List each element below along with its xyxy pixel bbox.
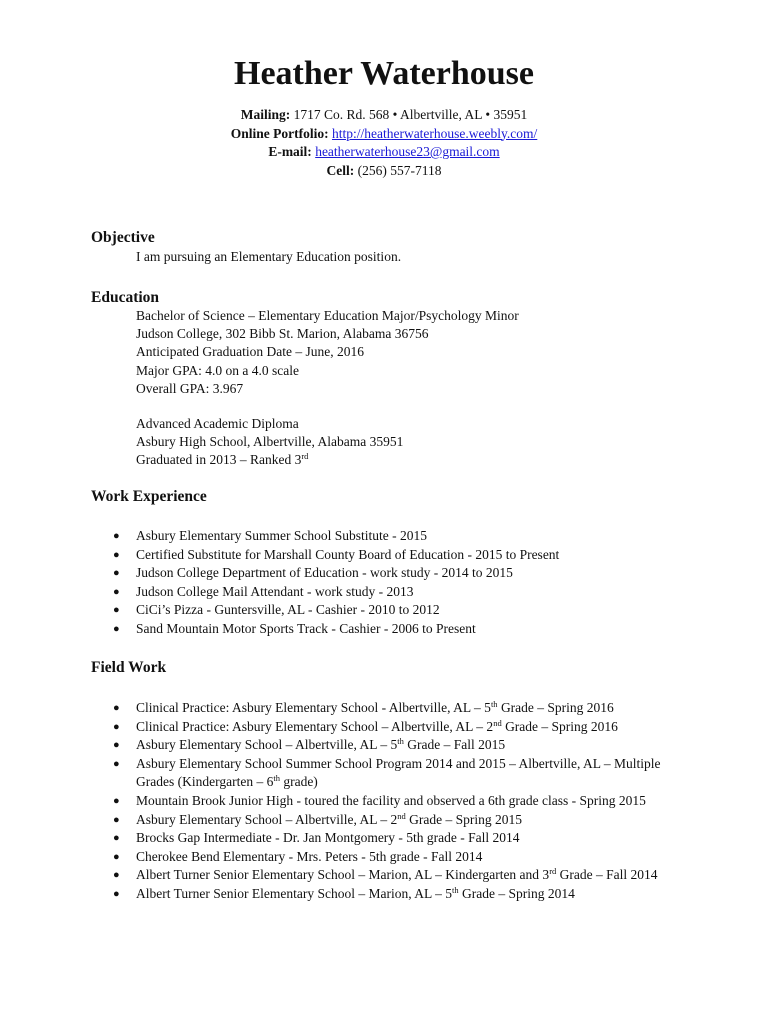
field-work-item: [0, 792, 676, 811]
mailing-line: [0, 106, 768, 125]
rank-text: Graduated in 2013 – Ranked 3: [136, 452, 302, 468]
bullet-icon: ●: [113, 887, 120, 900]
work-experience-item: [0, 564, 676, 583]
field-work-text-end: Grade – Fall 2015: [403, 737, 506, 753]
education-line: Anticipated Graduation Date – June, 2016: [136, 344, 364, 360]
work-experience-item: [0, 601, 676, 620]
field-work-text: Mountain Brook Junior High - toured the facility and observed a 6th grade class - Spring 2015: [136, 792, 646, 808]
field-work-text: Albert Turner Senior Elementary School – Marion, AL – 5: [136, 885, 452, 901]
education-block: [136, 307, 519, 470]
field-work-item: [0, 699, 676, 718]
mailing-label: Mailing:: [240, 107, 291, 122]
field-work-heading: Field Work: [91, 659, 167, 676]
cell-label: Cell:: [326, 162, 355, 178]
work-experience-text: Certified Substitute for Marshall County Board of Education - 2015 to Present: [136, 546, 560, 562]
ordinal-suffix: th: [451, 884, 459, 895]
bullet-icon: ●: [113, 585, 120, 598]
work-experience-text: Asbury Elementary Summer School Substitute - 2015: [136, 528, 427, 543]
objective-text-block: [136, 248, 401, 266]
contact-block: [0, 106, 768, 180]
portfolio-line: [0, 125, 768, 144]
bullet-icon: ●: [113, 794, 120, 807]
field-work-text-end: Grade – Spring 2015: [405, 811, 522, 827]
mailing-address: 1717 Co. Rd. 568 • Albertville, AL • 35951: [293, 107, 528, 122]
resume-name: Heather Waterhouse: [234, 55, 534, 92]
graduation-rank-line: [136, 451, 519, 469]
objective-heading: Objective: [91, 229, 155, 246]
bullet-icon: ●: [113, 850, 120, 863]
field-work-text-end: Grade – Spring 2016: [501, 718, 618, 734]
field-work-item: [0, 718, 676, 737]
field-work-text: Albert Turner Senior Elementary School – Marion, AL – Kindergarten and 3: [136, 867, 550, 883]
cell-number: (256) 557-7118: [357, 162, 442, 178]
education-spacer: [136, 398, 519, 415]
bullet-icon: ●: [113, 702, 120, 714]
work-experience-item: [0, 546, 676, 565]
field-work-text: Clinical Practice: Asbury Elementary School - Albertville, AL – 5: [136, 700, 491, 715]
field-work-text: Cherokee Bend Elementary - Mrs. Peters - 5th grade - Fall 2014: [136, 848, 483, 864]
portfolio-label: Online Portfolio:: [230, 125, 329, 141]
ordinal-suffix: th: [397, 736, 404, 747]
ordinal-suffix: rd: [549, 866, 557, 877]
bullet-icon: ●: [113, 530, 120, 542]
ordinal-suffix: th: [273, 773, 280, 784]
education-line: Asbury High School, Albertville, Alabama 35951: [136, 434, 404, 450]
work-experience-text: Judson College Mail Attendant - work study - 2013: [136, 583, 414, 599]
bullet-icon: ●: [113, 869, 120, 882]
education-line: Judson College, 302 Bibb St. Marion, Alabama 36756: [136, 326, 429, 342]
work-experience-heading: Work Experience: [91, 488, 207, 505]
work-experience-text: Sand Mountain Motor Sports Track - Cashier - 2006 to Present: [136, 620, 476, 636]
field-work-item: [0, 866, 676, 885]
bullet-icon: ●: [113, 813, 120, 826]
bullet-icon: ●: [113, 757, 120, 770]
field-work-item: [0, 811, 676, 830]
field-work-text-end: Grade – Spring 2016: [497, 700, 614, 715]
work-experience-text: Judson College Department of Education - work study - 2014 to 2015: [136, 565, 513, 581]
bullet-icon: ●: [113, 622, 120, 635]
work-experience-list: [0, 527, 676, 639]
cell-line: [0, 162, 768, 181]
objective-text: I am pursuing an Elementary Education position.: [136, 249, 402, 264]
ordinal-suffix: th: [490, 699, 498, 709]
email-link[interactable]: heatherwaterhouse23@gmail.com: [315, 144, 500, 159]
field-work-text: Asbury Elementary School – Albertville, AL – 2: [136, 811, 398, 827]
email-label: E-mail:: [268, 144, 312, 159]
field-work-text-end: grade): [279, 774, 318, 790]
field-work-text-end: Grade – Spring 2014: [458, 885, 575, 901]
education-line: Major GPA: 4.0 on a 4.0 scale: [136, 362, 299, 378]
field-work-text: Clinical Practice: Asbury Elementary School – Albertville, AL – 2: [136, 718, 494, 734]
education-line: Overall GPA: 3.967: [136, 380, 244, 396]
bullet-icon: ●: [113, 739, 120, 752]
bullet-icon: ●: [113, 548, 120, 561]
education-heading: Education: [91, 289, 160, 306]
work-experience-item: [0, 620, 676, 639]
field-work-text: Brocks Gap Intermediate - Dr. Jan Montgomery - 5th grade - Fall 2014: [136, 830, 520, 846]
field-work-item: [0, 885, 676, 904]
education-line: Advanced Academic Diploma: [136, 415, 299, 431]
bullet-icon: ●: [113, 567, 120, 580]
field-work-item: [0, 736, 676, 755]
education-line: Bachelor of Science – Elementary Education Major/Psychology Minor: [136, 308, 519, 323]
portfolio-link[interactable]: http://heatherwaterhouse.weebly.com/: [331, 125, 538, 141]
field-work-text: Asbury Elementary School Summer School Program 2014 and 2015 – Albertville, AL – Multiple Grades (Kindergarten – 6: [136, 755, 661, 790]
rank-suffix: rd: [301, 451, 309, 462]
field-work-text: Asbury Elementary School – Albertville, AL – 5: [136, 737, 398, 753]
work-experience-item: [0, 527, 676, 546]
field-work-item: [0, 848, 676, 867]
work-experience-text: CiCi’s Pizza - Guntersville, AL - Cashier - 2010 to 2012: [136, 602, 440, 618]
field-work-item: [0, 829, 676, 848]
field-work-item: [0, 755, 676, 792]
field-work-list: [0, 699, 676, 904]
email-line: [0, 143, 768, 162]
bullet-icon: ●: [113, 720, 120, 733]
bullet-icon: ●: [113, 832, 120, 845]
work-experience-item: [0, 583, 676, 602]
ordinal-suffix: nd: [493, 717, 502, 728]
field-work-text-end: Grade – Fall 2014: [556, 867, 658, 883]
bullet-icon: ●: [113, 604, 120, 617]
ordinal-suffix: nd: [397, 810, 406, 821]
